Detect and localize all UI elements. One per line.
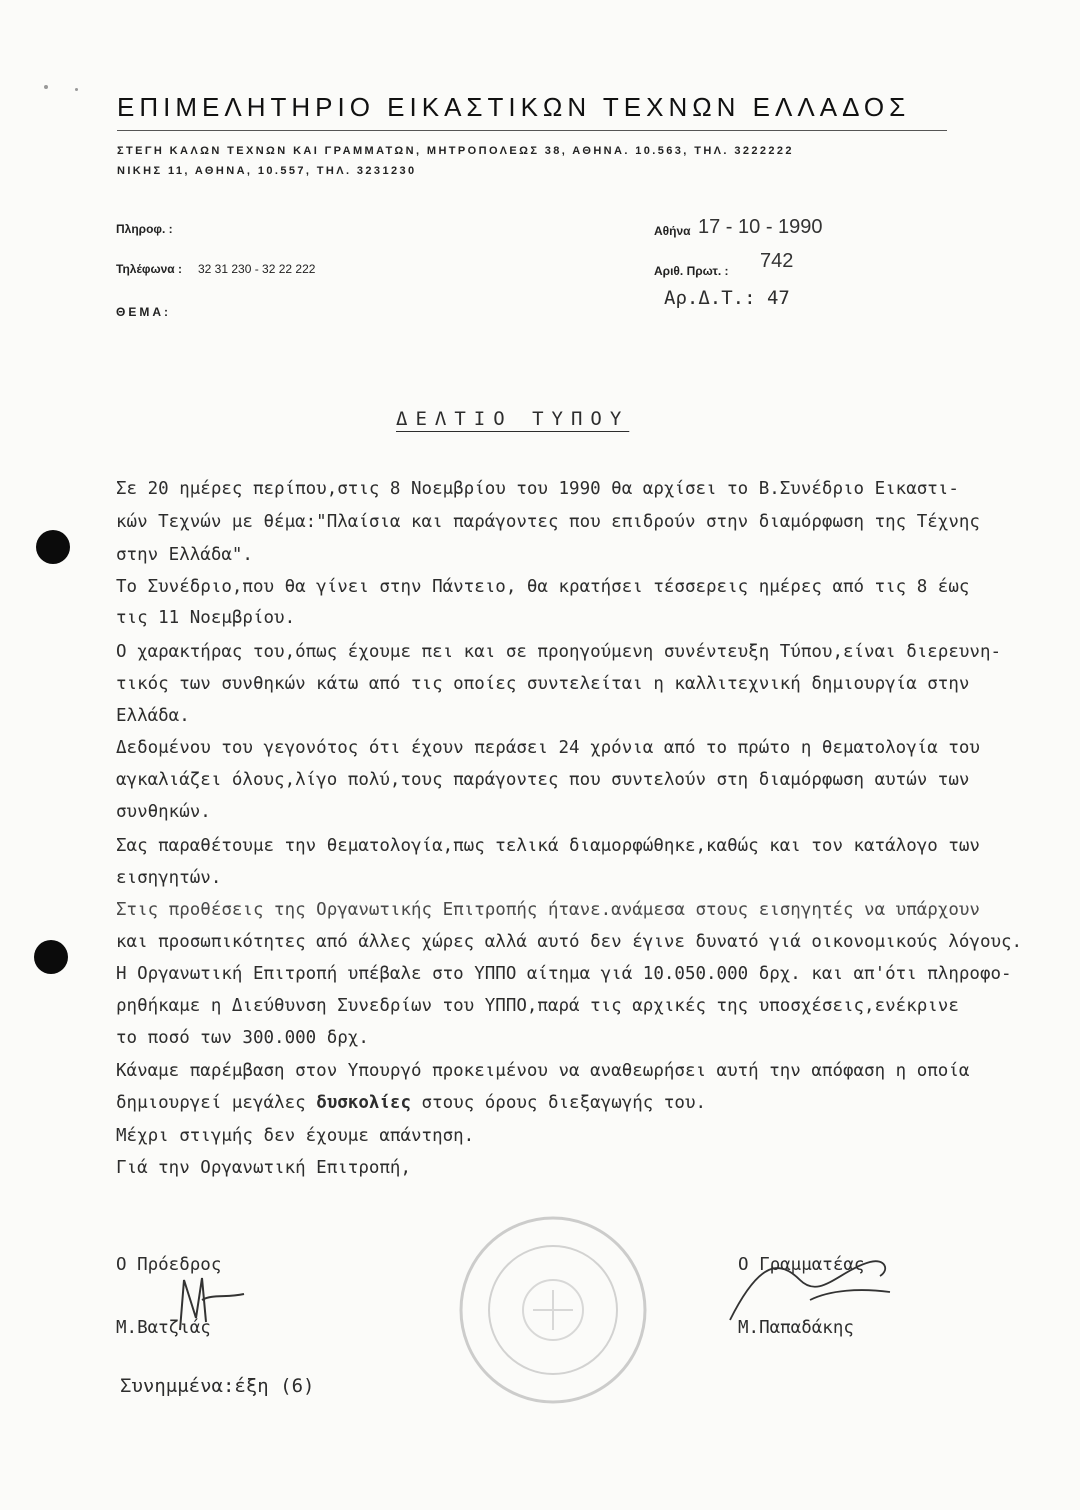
body-line: το ποσό των 300.000 δρχ. [116, 1028, 369, 1048]
body-line: Ο χαρακτήρας του,όπως έχουμε πει και σε προηγούμενη συνέντευξη Τύπου,είναι διερευνη- [116, 642, 1002, 662]
punch-hole-top [36, 530, 70, 564]
place-label: Αθήνα [654, 224, 691, 238]
address-line-1: ΣΤΕΓΗ ΚΑΛΩΝ ΤΕΧΝΩΝ ΚΑΙ ΓΡΑΜΜΑΤΩΝ, ΜΗΤΡΟΠΟΛΕΩΣ 38, ΑΘΗΝΑ. 10.563, ΤΗΛ. 3222222 [117, 145, 794, 157]
body-line: Στις προθέσεις της Οργανωτικής Επιτροπής ήτανε.ανάμεσα στους εισηγητές να υπάρχουν [116, 900, 980, 920]
body-line: Σας παραθέτουμε την θεματολογία,πως τελικά διαμορφώθηκε,καθώς και τον κατάλογο των [116, 836, 980, 856]
president-signature [172, 1270, 252, 1340]
body-line: τικός των συνθηκών κάτω από τις οποίες συντελείται η καλλιτεχνική δημιουργία στην [116, 674, 970, 694]
body-line: τις 11 Νοεμβρίου. [116, 608, 296, 628]
president-name: Μ.Βατζιάς [116, 1318, 211, 1338]
body-line: Το Συνέδριο,που θα γίνει στην Πάντειο, θα κρατήσει τέσσερεις ημέρες από τις 8 έως [116, 577, 970, 597]
body-line: και προσωπικότητες από άλλες χώρες αλλά αυτό δεν έγινε δυνατό γιά οικονομικούς λόγους. [116, 932, 1023, 952]
body-line: ρηθήκαμε η Διεύθυνση Συνεδρίων του ΥΠΠΟ,παρά τις αρχικές της υποσχέσεις,ενέκρινε [116, 996, 959, 1016]
body-line: συνθηκών. [116, 802, 211, 822]
emphasized-word: δυσκολίες [316, 1093, 412, 1113]
protocol-value: 742 [760, 250, 794, 272]
secretary-signature [720, 1240, 900, 1340]
letterhead-rule [117, 130, 947, 131]
document-heading: ΔΕΛΤΙΟ ΤΥΠΟΥ [396, 408, 630, 430]
scan-speck [75, 88, 78, 91]
org-title: ΕΠΙΜΕΛΗΤΗΡΙΟ ΕΙΚΑΣΤΙΚΩΝ ΤΕΧΝΩΝ ΕΛΛΑΔΟΣ [117, 92, 911, 122]
punch-hole-bottom [34, 940, 68, 974]
scan-speck [44, 85, 48, 89]
president-title: Ο Πρόεδρος [116, 1255, 222, 1275]
body-line: Ελλάδα. [116, 706, 190, 726]
body-line: Σε 20 ημέρες περίπου,στις 8 Νοεμβρίου του 1990 θα αρχίσει το Β.Συνέδριο Εικαστι- [116, 479, 959, 499]
body-line [116, 1093, 706, 1113]
info-label: Πληροφ. : [116, 222, 173, 236]
date-value: 17 - 10 - 1990 [698, 216, 823, 238]
body-line: αγκαλιάζει όλους,λίγο πολύ,τους παράγοντες που συντελούν στη διαμόρφωση αυτών των [116, 770, 970, 790]
body-line: στην Ελλάδα". [116, 545, 253, 565]
subject-label: ΘΕΜΑ: [116, 305, 171, 319]
address-line-2: ΝΙΚΗΣ 11, ΑΘΗΝΑ, 10.557, ΤΗΛ. 3231230 [117, 165, 417, 177]
phones-value: 32 31 230 - 32 22 222 [198, 262, 316, 276]
body-line: Γιά την Οργανωτική Επιτροπή, [116, 1158, 412, 1178]
protocol-label: Αριθ. Πρωτ. : [654, 264, 729, 278]
body-line-text: δημιουργεί μεγάλες [116, 1093, 317, 1113]
body-line: Κάναμε παρέμβαση στον Υπουργό προκειμένου να αναθεωρήσει αυτή την απόφαση η οποία [116, 1061, 970, 1081]
official-seal [448, 1210, 658, 1410]
body-line: εισηγητών. [116, 868, 222, 888]
secretary-name: Μ.Παπαδάκης [738, 1318, 854, 1338]
attachments-note: Συνημμένα:έξη (6) [120, 1375, 315, 1397]
body-line: Μέχρι στιγμής δεν έχουμε απάντηση. [116, 1126, 475, 1146]
body-line: κών Τεχνών με θέμα:"Πλαίσια και παράγοντες που επιδρούν στην διαμόρφωση της Τέχνης [116, 512, 980, 532]
body-line: Η Οργανωτική Επιτροπή υπέβαλε στο ΥΠΠΟ αίτημα γιά 10.050.000 δρχ. και απ'ότι πληροφο- [116, 964, 1012, 984]
press-release-number: Αρ.Δ.Τ.: 47 [664, 287, 790, 309]
phones-label: Τηλέφωνα : [116, 262, 182, 276]
secretary-title: Ο Γραμματέας [738, 1255, 865, 1275]
body-line-text: στους όρους διεξαγωγής του. [411, 1093, 707, 1113]
body-line: Δεδομένου του γεγονότος ότι έχουν περάσει 24 χρόνια από το πρώτο η θεματολογία του [116, 738, 980, 758]
